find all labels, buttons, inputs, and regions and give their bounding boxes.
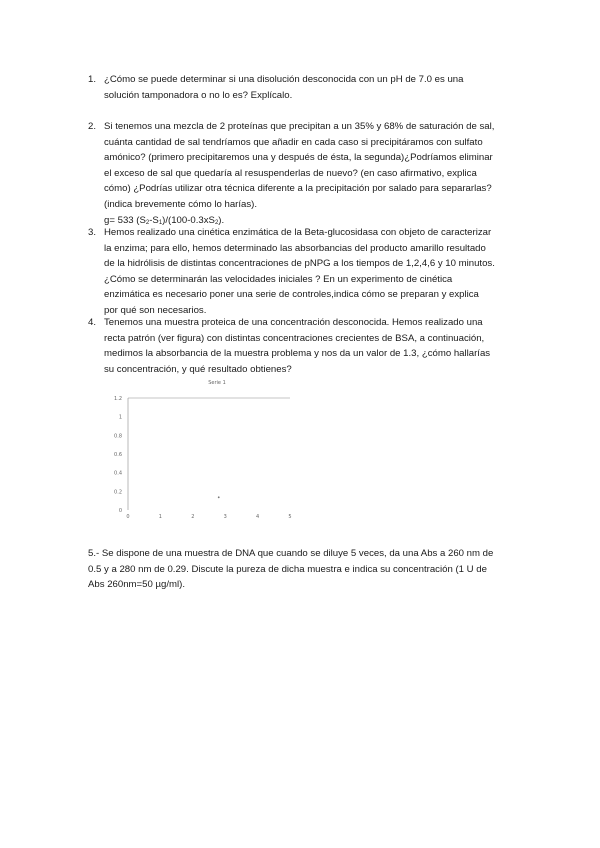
x-tick-label: 0 [126, 514, 130, 520]
question-3-number: 3. [88, 227, 97, 238]
x-tick-label: 1 [158, 514, 162, 520]
question-5 [88, 546, 518, 593]
formula-subscript: 2 [214, 219, 219, 226]
x-tick-label: 3 [223, 514, 227, 520]
formula-part: ). [218, 214, 225, 226]
question-line: ¿Cómo se determinarán las velocidades iniciales ? En un experimento de cinética [104, 273, 453, 285]
question-line: (indica brevemente cómo lo harías). [104, 198, 258, 210]
y-tick-label: 0.6 [114, 452, 122, 458]
question-line: su concentración, y qué resultado obtienes? [104, 363, 292, 375]
question-line: enzimática es necesario poner una serie de controles,indica cómo se preparan y explica [104, 289, 479, 301]
formula-part: )/(100-0.3xS [162, 214, 215, 226]
question-line: 0.5 y a 280 nm de 0.29. Discute la pureza de dicha muestra e indica su concentración (1 U de [88, 563, 487, 575]
question-line: ¿Cómo se puede determinar si una disolución desconocida con un pH de 7.0 es una [104, 74, 464, 85]
question-1-number: 1. [88, 74, 97, 85]
formula-subscript: 2 [145, 219, 150, 226]
question-line: cuánta cantidad de sal tendríamos que añadir en cada caso si precipitáramos con sulfato [104, 136, 483, 148]
y-tick-label: 0.2 [114, 489, 122, 496]
question-line: el exceso de sal que quedaría al resuspenderlas de nuevo? (en caso afirmativo, explica [104, 167, 477, 179]
question-line: recta patrón (ver figura) con distintas concentraciones crecientes de BSA, a continuación, [104, 332, 485, 344]
question-2 [88, 119, 518, 228]
question-line: Tenemos una muestra proteica de una concentración desconocida. Hemos realizado una [104, 317, 483, 328]
question-line: por qué son necesarios. [104, 304, 207, 316]
question-line: la enzima; para ello, hemos determinado las absorbancias del producto amarillo resultado [104, 242, 486, 254]
question-line: solución tamponadora o no lo es? Explícalo. [104, 89, 293, 101]
question-4-number: 4. [88, 317, 97, 328]
formula-subscript: 1 [158, 219, 163, 226]
y-tick-label: 0 [118, 508, 122, 514]
question-5-text [88, 546, 518, 593]
x-tick-label: 5 [288, 514, 292, 520]
chart-title: Serie 1 [208, 380, 226, 386]
y-tick-label: 0.4 [114, 470, 122, 477]
formula-part: g= 533 (S [104, 214, 146, 226]
question-2-text [88, 119, 518, 228]
question-3 [88, 225, 518, 319]
question-line: amónico? (primero precipitaremos una y después de ésta, la segunda)¿Podríamos eliminar [104, 152, 493, 164]
question-4 [88, 315, 518, 377]
question-line: 5.- Se dispone de una muestra de DNA que cuando se diluye 5 veces, da una Abs a 260 nm de [88, 548, 494, 559]
question-1-text [88, 72, 508, 103]
question-line: cómo) ¿Podrías utilizar otra técnica diferente a la precipitación por salado para separarlas? [104, 183, 492, 195]
chart-svg [100, 374, 300, 530]
question-3-text [88, 225, 518, 319]
y-tick-label: 1.2 [114, 396, 122, 402]
question-line: de la hidrólisis de distintas concentraciones de pNPG a los tiempos de 1,2,4,6 y 10 minutos. [104, 258, 495, 270]
x-tick-label: 2 [191, 514, 195, 520]
question-4-text [88, 315, 518, 377]
x-tick-label: 4 [256, 514, 260, 520]
question-line: medimos la absorbancia de la muestra problema y nos da un valor de 1.3, ¿cómo hallarías [104, 348, 491, 360]
question-line: Si tenemos una mezcla de 2 proteínas que precipitan a un 35% y 68% de saturación de sal, [104, 121, 495, 132]
question-line: Hemos realizado una cinética enzimática de la Beta-glucosidasa con objeto de caracterizar [104, 227, 492, 238]
question-1 [88, 72, 508, 103]
bsa-standard-curve-chart [100, 374, 300, 530]
question-2-number: 2. [88, 121, 97, 132]
y-tick-label: 0.8 [114, 433, 122, 440]
question-line: Abs 260nm=50 µg/ml). [88, 579, 185, 591]
y-tick-label: 1 [118, 414, 122, 421]
data-point [218, 496, 220, 498]
formula-part: -S [149, 214, 159, 226]
